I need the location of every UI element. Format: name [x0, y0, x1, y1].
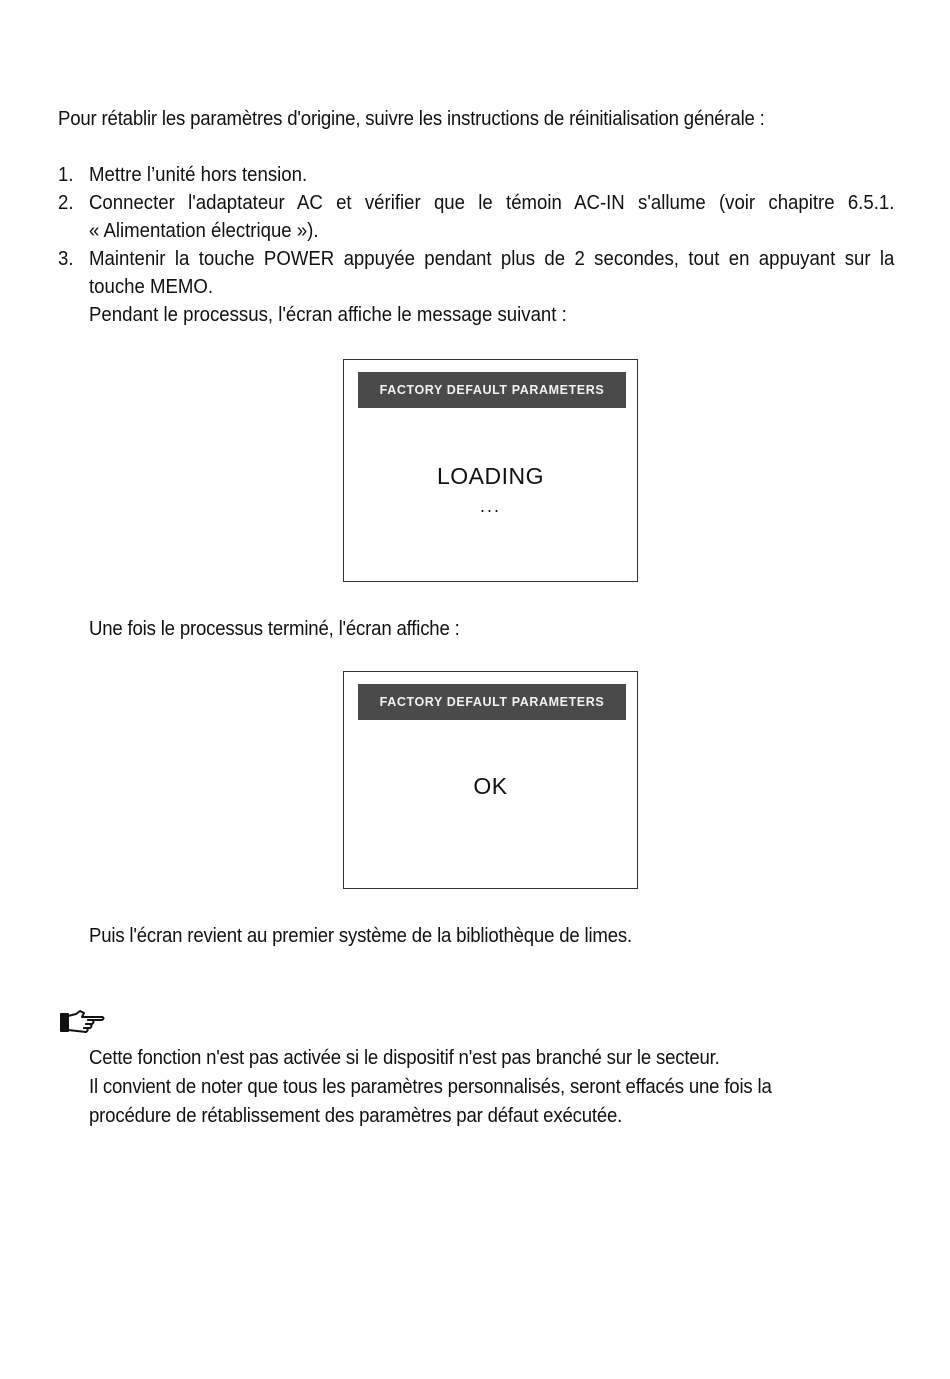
step-number: 2. — [58, 192, 74, 214]
instruction-steps — [58, 161, 894, 329]
step-1 — [58, 161, 894, 189]
note-line: Cette fonction n'est pas activée si le dispositif n'est pas branché sur le secteur. — [89, 1047, 720, 1069]
step-text: Connecter l'adaptateur AC et vérifier que le témoin AC-IN s'allume (voir chapitre 6.5.1. — [89, 192, 895, 214]
ok-message: OK — [473, 773, 508, 799]
screen-header: FACTORY DEFAULT PARAMETERS — [358, 372, 626, 408]
intro-paragraph: Pour rétablir les paramètres d'origine, suivre les instructions de réinitialisation générale : — [58, 108, 765, 130]
loading-screen-illustration — [343, 359, 638, 582]
step-number: 1. — [58, 164, 74, 186]
note-line: procédure de rétablissement des paramètres par défaut exécutée. — [89, 1105, 623, 1127]
pointing-hand-icon — [58, 1008, 108, 1038]
after-ok-paragraph: Puis l'écran revient au premier système de la bibliothèque de limes. — [89, 925, 632, 947]
step-text: « Alimentation électrique »). — [89, 220, 319, 242]
screen-header: FACTORY DEFAULT PARAMETERS — [358, 684, 626, 720]
ok-screen-illustration — [343, 671, 638, 889]
step-text: Mettre l’unité hors tension. — [89, 164, 308, 186]
step-2 — [58, 189, 894, 245]
after-loading-paragraph: Une fois le processus terminé, l'écran affiche : — [89, 618, 460, 640]
loading-message: LOADING — [436, 463, 545, 489]
step-3 — [58, 245, 894, 329]
step-text: Maintenir la touche POWER appuyée pendant plus de 2 secondes, tout en appuyant sur la — [89, 248, 895, 270]
step-text: Pendant le processus, l'écran affiche le message suivant : — [89, 304, 567, 326]
loading-dots: ... — [479, 496, 501, 516]
step-text: touche MEMO. — [89, 276, 214, 298]
step-number: 3. — [58, 248, 74, 270]
note-line: Il convient de noter que tous les paramètres personnalisés, seront effacés une fois la — [89, 1076, 772, 1098]
